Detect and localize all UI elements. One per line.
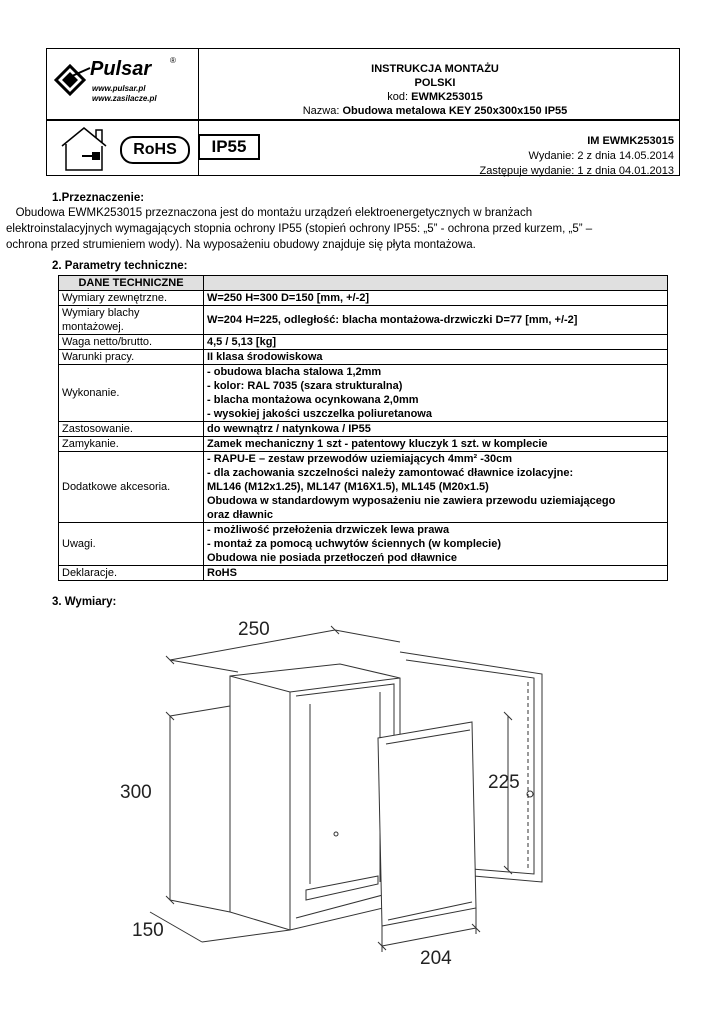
rohs-badge-text: RoHS bbox=[133, 141, 177, 158]
edition: Wydanie: 2 z dnia 14.05.2014 bbox=[528, 150, 674, 162]
row-label: Dodatkowe akcesoria. bbox=[59, 452, 204, 523]
row-value-line: - możliwość przełożenia drzwiczek lewa prawa bbox=[207, 524, 450, 536]
section2-heading: 2. Parametry techniczne: bbox=[52, 260, 188, 272]
logo-url-2: www.zasilacze.pl bbox=[92, 94, 157, 103]
row-value-line: W=204 H=225, odległość: blacha montażowa-drzwiczki D=77 [mm, +/-2] bbox=[207, 314, 578, 326]
dimension-depth-label: 150 bbox=[132, 920, 164, 941]
dimension-plate-width-label: 204 bbox=[420, 948, 452, 969]
edition-block bbox=[480, 134, 674, 179]
row-value-line: II klasa środowiskowa bbox=[207, 351, 323, 363]
logo-url-1: www.pulsar.pl bbox=[92, 84, 146, 93]
row-value-line: Zamek mechaniczny 1 szt - patentowy kluczyk 1 szt. w komplecie bbox=[207, 438, 548, 450]
indoor-use-icon bbox=[58, 124, 114, 174]
title-block bbox=[200, 62, 670, 118]
table-row bbox=[59, 365, 668, 422]
ip55-badge bbox=[198, 134, 260, 160]
spec-table-header bbox=[59, 276, 668, 291]
row-value bbox=[204, 306, 668, 335]
replaces: Zastępuje wydanie: 1 z dnia 04.01.2013 bbox=[479, 165, 674, 177]
row-value bbox=[204, 437, 668, 452]
spec-table bbox=[58, 275, 668, 581]
language: POLSKI bbox=[414, 77, 456, 89]
row-label: Deklaracje. bbox=[59, 566, 204, 581]
dimension-width-label: 250 bbox=[238, 619, 270, 640]
row-value-line: W=250 H=300 D=150 [mm, +/-2] bbox=[207, 292, 370, 304]
row-value-line: oraz dławnic bbox=[207, 509, 274, 521]
table-row bbox=[59, 523, 668, 566]
row-value-line: RoHS bbox=[207, 567, 237, 579]
row-value-line: 4,5 / 5,13 [kg] bbox=[207, 336, 277, 348]
row-value-line: - blacha montażowa ocynkowana 2,0mm bbox=[207, 394, 419, 406]
logo-name: Pulsar bbox=[90, 58, 152, 80]
name-label: Nazwa: bbox=[302, 105, 340, 117]
section3-heading: 3. Wymiary: bbox=[52, 596, 117, 608]
row-value-line: ML146 (M12x1.25), ML147 (M16X1.5), ML145 (M20x1.5) bbox=[207, 481, 489, 493]
code-value: EWMK253015 bbox=[411, 91, 483, 103]
row-value-line: - wysokiej jakości uszczelka poliuretanowa bbox=[207, 408, 432, 420]
table-row bbox=[59, 335, 668, 350]
row-value-line: - RAPU-E – zestaw przewodów uziemiających 4mm² -30cm bbox=[207, 453, 513, 465]
section1-heading: 1.Przeznaczenie: bbox=[52, 192, 145, 204]
row-value-line: - dla zachowania szczelności należy zamontować dławnice izolacyjne: bbox=[207, 467, 574, 479]
rohs-badge bbox=[120, 136, 190, 164]
pulsar-logo bbox=[52, 54, 192, 108]
row-label: Wymiary blachy montażowej. bbox=[59, 306, 204, 335]
row-label: Waga netto/brutto. bbox=[59, 335, 204, 350]
row-label: Zamykanie. bbox=[59, 437, 204, 452]
name-value: Obudowa metalowa KEY 250x300x150 IP55 bbox=[342, 105, 568, 117]
row-label: Zastosowanie. bbox=[59, 422, 204, 437]
im-code: IM EWMK253015 bbox=[587, 135, 674, 147]
row-value bbox=[204, 452, 668, 523]
row-value bbox=[204, 335, 668, 350]
row-value bbox=[204, 422, 668, 437]
registered-mark: ® bbox=[170, 56, 176, 65]
section1-line2: elektroinstalacyjnych wymagających stopnia ochrony IP55 (stopień ochrony IP55: „5” - ochrona przed kurzem, „5” – bbox=[6, 223, 593, 235]
table-row bbox=[59, 566, 668, 581]
row-value bbox=[204, 365, 668, 422]
dimension-plate-height-label: 225 bbox=[488, 772, 520, 793]
table-row bbox=[59, 350, 668, 365]
row-value-line: do wewnątrz / natynkowa / IP55 bbox=[207, 423, 371, 435]
ip55-badge-text: IP55 bbox=[211, 137, 247, 156]
header-divider bbox=[198, 48, 199, 120]
row-value bbox=[204, 350, 668, 365]
table-row bbox=[59, 452, 668, 523]
table-row bbox=[59, 306, 668, 335]
table-row bbox=[59, 291, 668, 306]
row-value bbox=[204, 566, 668, 581]
row-label: Warunki pracy. bbox=[59, 350, 204, 365]
dimension-height-label: 300 bbox=[120, 782, 152, 803]
row-label: Wymiary zewnętrzne. bbox=[59, 291, 204, 306]
row-value bbox=[204, 291, 668, 306]
table-header-cell: DANE TECHNICZNE bbox=[59, 276, 204, 291]
row-value-line: Obudowa nie posiada przetłoczeń pod dławnice bbox=[207, 552, 457, 564]
row-value-line: - obudowa blacha stalowa 1,2mm bbox=[207, 366, 382, 378]
row-value-line: Obudowa w standardowym wyposażeniu nie zawiera przewodu uziemiającego bbox=[207, 495, 616, 507]
row-value-line: - kolor: RAL 7035 (szara strukturalna) bbox=[207, 380, 403, 392]
row-value bbox=[204, 523, 668, 566]
table-row bbox=[59, 422, 668, 437]
section1-line3: ochrona przed strumieniem wody). Na wyposażeniu obudowy znajduje się płyta montażowa. bbox=[6, 239, 476, 251]
row-label: Wykonanie. bbox=[59, 365, 204, 422]
row-value-line: - montaż za pomocą uchwytów ściennych (w komplecie) bbox=[207, 538, 502, 550]
doc-type: INSTRUKCJA MONTAŻU bbox=[371, 63, 499, 75]
table-row bbox=[59, 437, 668, 452]
row-label: Uwagi. bbox=[59, 523, 204, 566]
code-label: kod: bbox=[387, 91, 409, 103]
section1-line1: Obudowa EWMK253015 przeznaczona jest do montażu urządzeń elektroenergetycznych w branżach bbox=[6, 207, 533, 219]
section1-text bbox=[6, 205, 680, 253]
table-header-blank bbox=[204, 276, 668, 291]
